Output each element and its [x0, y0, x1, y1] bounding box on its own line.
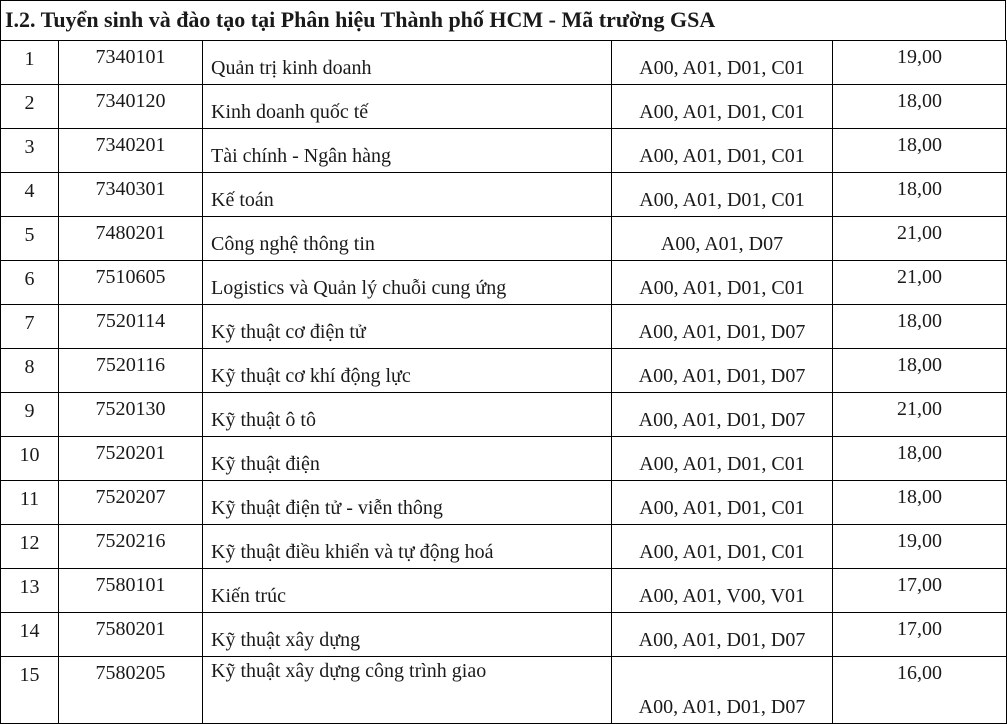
program-name-cell: Kỹ thuật điện tử - viễn thông — [203, 481, 612, 525]
program-code-cell: 7520114 — [59, 305, 203, 349]
table-row — [1, 569, 1007, 613]
subject-combinations-cell: A00, A01, D01, C01 — [612, 173, 833, 217]
row-number-cell: 7 — [1, 305, 59, 349]
program-code-cell: 7580201 — [59, 613, 203, 657]
subject-combinations-cell: A00, A01, D01, C01 — [612, 129, 833, 173]
subject-combinations-cell: A00, A01, D07 — [612, 217, 833, 261]
program-name-cell: Kiến trúc — [203, 569, 612, 613]
row-number-cell: 13 — [1, 569, 59, 613]
score-cell: 16,00 — [833, 657, 1007, 724]
score-cell: 18,00 — [833, 349, 1007, 393]
subject-combinations-cell: A00, A01, D01, C01 — [612, 41, 833, 85]
program-name-cell: Kỹ thuật điện — [203, 437, 612, 481]
program-code-cell: 7520130 — [59, 393, 203, 437]
program-code-cell: 7510605 — [59, 261, 203, 305]
program-code-cell: 7520216 — [59, 525, 203, 569]
score-cell: 17,00 — [833, 613, 1007, 657]
program-name-cell: Quản trị kinh doanh — [203, 41, 612, 85]
score-cell: 18,00 — [833, 437, 1007, 481]
subject-combinations-cell: A00, A01, V00, V01 — [612, 569, 833, 613]
score-cell: 18,00 — [833, 481, 1007, 525]
program-code-cell: 7340101 — [59, 41, 203, 85]
score-cell: 18,00 — [833, 85, 1007, 129]
table-row — [1, 349, 1007, 393]
program-name-cell: Tài chính - Ngân hàng — [203, 129, 612, 173]
program-code-cell: 7340201 — [59, 129, 203, 173]
row-number-cell: 4 — [1, 173, 59, 217]
score-cell: 19,00 — [833, 41, 1007, 85]
subject-combinations-cell: A00, A01, D01, D07 — [612, 393, 833, 437]
subject-combinations-cell: A00, A01, D01, C01 — [612, 525, 833, 569]
subject-combinations-cell: A00, A01, D01, C01 — [612, 437, 833, 481]
table-row — [1, 613, 1007, 657]
table-row — [1, 173, 1007, 217]
program-code-cell: 7520207 — [59, 481, 203, 525]
row-number-cell: 3 — [1, 129, 59, 173]
row-number-cell: 9 — [1, 393, 59, 437]
subject-combinations-cell: A00, A01, D01, C01 — [612, 481, 833, 525]
admissions-table — [0, 40, 1007, 724]
program-name-cell: Kỹ thuật cơ điện tử — [203, 305, 612, 349]
table-row — [1, 129, 1007, 173]
program-code-cell: 7520201 — [59, 437, 203, 481]
score-cell: 18,00 — [833, 173, 1007, 217]
admissions-table-body — [1, 41, 1007, 724]
program-name-cell: Logistics và Quản lý chuỗi cung ứng — [203, 261, 612, 305]
program-code-cell: 7340120 — [59, 85, 203, 129]
program-name-cell: Công nghệ thông tin — [203, 217, 612, 261]
program-code-cell: 7580101 — [59, 569, 203, 613]
row-number-cell: 12 — [1, 525, 59, 569]
row-number-cell: 14 — [1, 613, 59, 657]
score-cell: 18,00 — [833, 129, 1007, 173]
row-number-cell: 5 — [1, 217, 59, 261]
table-row — [1, 85, 1007, 129]
table-row — [1, 437, 1007, 481]
subject-combinations-cell: A00, A01, D01, C01 — [612, 85, 833, 129]
program-name-cell: Kỹ thuật điều khiển và tự động hoá — [203, 525, 612, 569]
table-row — [1, 393, 1007, 437]
row-number-cell: 8 — [1, 349, 59, 393]
section-title: I.2. Tuyển sinh và đào tạo tại Phân hiệu Thành phố HCM - Mã trường GSA — [0, 0, 1006, 40]
program-code-cell: 7480201 — [59, 217, 203, 261]
table-row — [1, 481, 1007, 525]
subject-combinations-cell: A00, A01, D01, D07 — [612, 349, 833, 393]
table-row — [1, 217, 1007, 261]
program-name-cell: Kinh doanh quốc tế — [203, 85, 612, 129]
program-name-cell: Kỹ thuật xây dựng — [203, 613, 612, 657]
subject-combinations-cell: A00, A01, D01, D07 — [612, 305, 833, 349]
score-cell: 18,00 — [833, 305, 1007, 349]
score-cell: 21,00 — [833, 217, 1007, 261]
row-number-cell: 6 — [1, 261, 59, 305]
table-row — [1, 305, 1007, 349]
program-name-cell: Kế toán — [203, 173, 612, 217]
table-row — [1, 261, 1007, 305]
program-name-cell: Kỹ thuật xây dựng công trình giao — [203, 657, 612, 724]
program-name-cell: Kỹ thuật cơ khí động lực — [203, 349, 612, 393]
program-code-cell: 7520116 — [59, 349, 203, 393]
row-number-cell: 1 — [1, 41, 59, 85]
table-row — [1, 41, 1007, 85]
score-cell: 21,00 — [833, 261, 1007, 305]
subject-combinations-cell: A00, A01, D01, D07 — [612, 613, 833, 657]
score-cell: 19,00 — [833, 525, 1007, 569]
row-number-cell: 15 — [1, 657, 59, 724]
row-number-cell: 2 — [1, 85, 59, 129]
row-number-cell: 11 — [1, 481, 59, 525]
score-cell: 21,00 — [833, 393, 1007, 437]
subject-combinations-cell: A00, A01, D01, C01 — [612, 261, 833, 305]
program-name-cell: Kỹ thuật ô tô — [203, 393, 612, 437]
row-number-cell: 10 — [1, 437, 59, 481]
table-row — [1, 525, 1007, 569]
program-code-cell: 7580205 — [59, 657, 203, 724]
program-code-cell: 7340301 — [59, 173, 203, 217]
subject-combinations-cell: A00, A01, D01, D07 — [612, 657, 833, 724]
table-row — [1, 657, 1007, 724]
score-cell: 17,00 — [833, 569, 1007, 613]
